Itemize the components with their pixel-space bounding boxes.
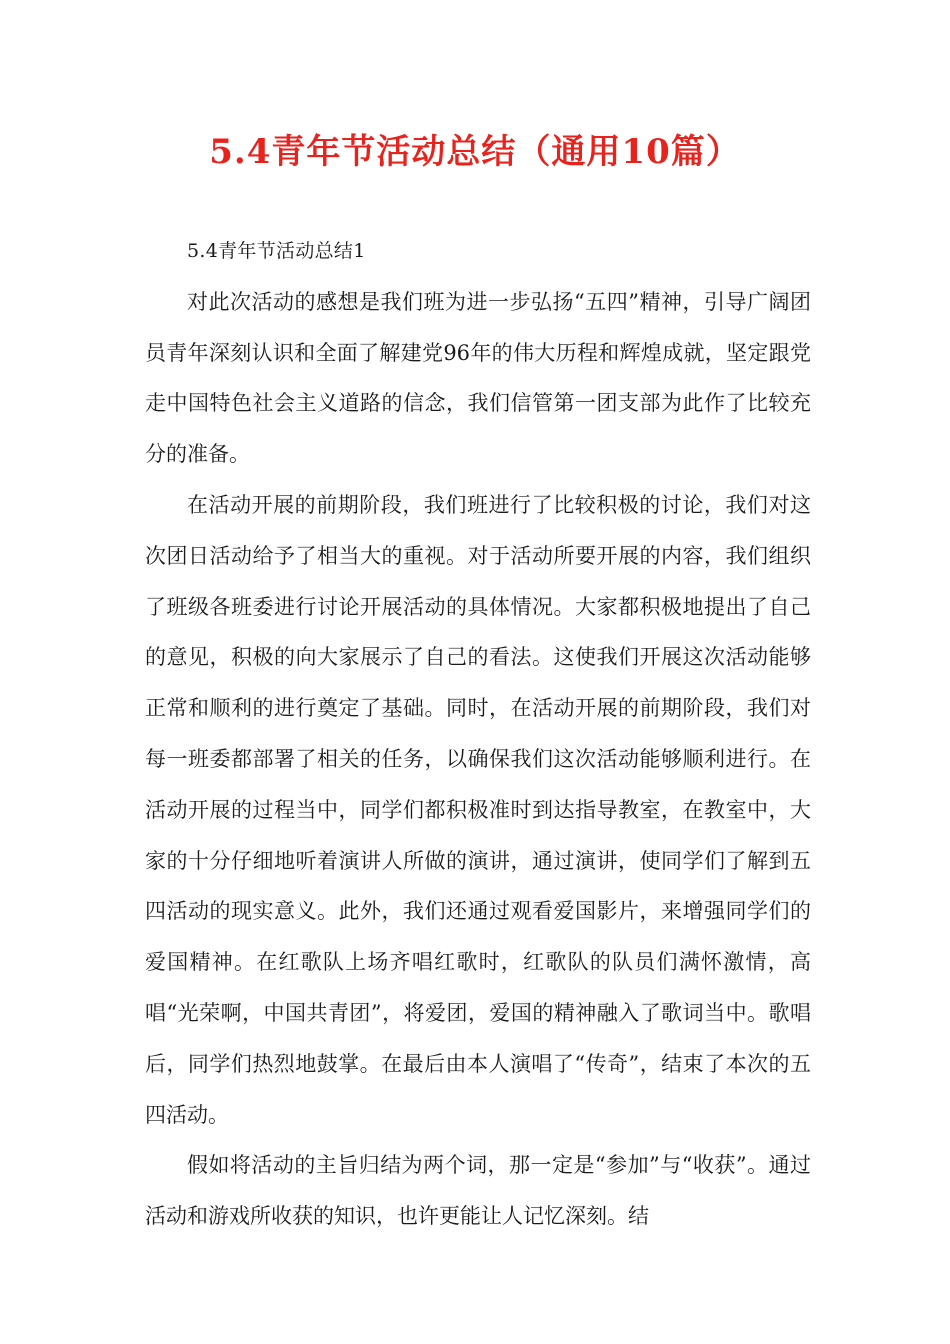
paragraph-2: 在活动开展的前期阶段，我们班进行了比较积极的讨论，我们对这次团日活动给予了相当大的重视。对于活动所要开展的内容，我们组织了班级各班委进行讨论开展活动的具体情况。大家都积极地提出了自己的意见，积极的向大家展示了自己的看法。这使我们开展这次活动能够正常和顺利的进行奠定了基础。同时，在活动开展的前期阶段，我们对每一班委都部署了相关的任务，以确保我们这次活动能够顺利进行。在活动开展的过程当中，同学们都积极准时到达指导教室，在教室中，大家的十分仔细地听着演讲人所做的演讲，通过演讲，使同学们了解到五四活动的现实意义。此外，我们还通过观看爱国影片，来增强同学们的爱国精神。在红歌队上场齐唱红歌时，红歌队的队员们满怀激情，高唱“光荣啊，中国共青团”，将爱团，爱国的精神融入了歌词当中。歌唱后，同学们热烈地鼓掌。在最后由本人演唱了“传奇”，结束了本次的五四活动。 <box>145 492 811 1127</box>
paragraph-3: 假如将活动的主旨归结为两个词，那一定是“参加”与“收获”。通过活动和游戏所收获的知识，也许更能让人记忆深刻。结 <box>145 1153 811 1229</box>
paragraph-1: 对此次活动的感想是我们班为进一步弘扬“五四”精神，引导广阔团员青年深刻认识和全面了解建党96年的伟大历程和辉煌成就，坚定跟党走中国特色社会主义道路的信念，我们信管第一团支部为此作了比较充分的准备。 <box>145 289 811 467</box>
document-body <box>145 226 811 1242</box>
document-title: 5.4青年节活动总结（通用10篇） <box>209 132 741 172</box>
section-heading: 5.4青年节活动总结1 <box>187 240 366 262</box>
